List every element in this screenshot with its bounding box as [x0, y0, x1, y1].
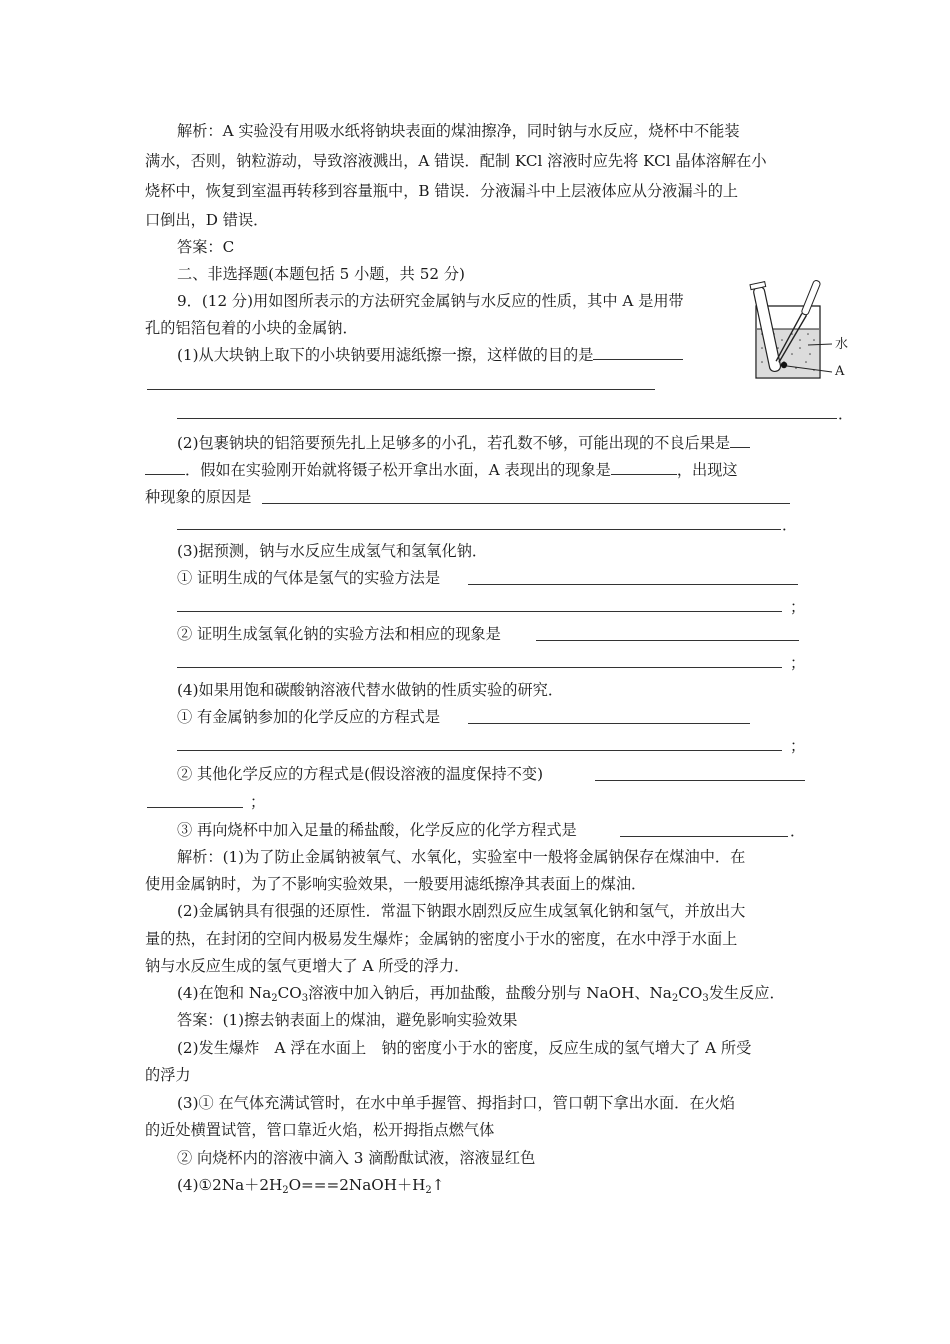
q9-part4-item3-answer-line[interactable]: [620, 836, 788, 837]
q9-part1: (1)从大块钠上取下的小块钠要用滤纸擦一擦，这样做的目的是: [177, 345, 683, 365]
q9-stem-line-2: 孔的铝箔包着的小块的金属钠．: [145, 319, 358, 337]
q9-stem-line-1: 9．(12 分)用如图所表示的方法研究金属钠与水反应的性质，其中 A 是用带: [177, 292, 684, 310]
analysis-9-line-1: 解析：(1)为了防止金属钠被氧气、水氧化，实验室中一般将金属钠保存在煤油中．在: [177, 848, 746, 866]
semicolon-mark: ；: [790, 598, 806, 616]
q9-part4-stem: (4)如果用饱和碳酸钠溶液代替水做钠的性质实验的研究．: [177, 681, 564, 699]
analysis-8-line-4: 口倒出，D 错误．: [145, 211, 269, 229]
q9-part3-item2-answer-line[interactable]: [536, 640, 799, 641]
analysis-8-line-2: 满水，否则，钠粒游动，导致溶液溅出，A 错误．配制 KCl 溶液时应先将 KCl 晶体溶解在小: [145, 152, 767, 170]
figure-label-water: 水: [835, 337, 849, 352]
figure-label-a: A: [835, 364, 845, 379]
q9-part4-item2-answer-line-2[interactable]: [147, 807, 243, 808]
answer-9-line-3: 的浮力: [145, 1066, 191, 1084]
q9-part4-item1-answer-line[interactable]: [468, 723, 750, 724]
answer-9-line-7: $(4)①2Na+2H_2O===2NaOH+H_2↑$: [177, 1176, 445, 1196]
answer-9-line-1: 答案：(1)擦去钠表面上的煤油，避免影响实验效果: [177, 1011, 518, 1029]
q9-part2-answer-line[interactable]: [262, 503, 790, 504]
q9-part2-line-3: 种现象的原因是: [145, 488, 252, 506]
q9-part4-item2: ② 其他化学反应的方程式是(假设溶液的温度保持不变): [177, 765, 543, 783]
q9-part3-item1-answer-line[interactable]: [468, 584, 798, 585]
section-heading: 二、非选择题(本题包括 5 小题，共 52 分): [177, 265, 465, 283]
q9-part1-blank[interactable]: [593, 345, 683, 360]
q9-part4-item1-answer-line-2[interactable]: [177, 750, 782, 751]
q9-part2-line-2: ．假如在实验刚开始就将镊子松开拿出水面，A 表现出的现象是 ，出现这: [145, 460, 738, 480]
q9-part1-answer-line[interactable]: [147, 389, 655, 390]
q9-part3-item2-answer-line-2[interactable]: [177, 667, 782, 668]
answer-9-line-4: (3)① 在气体充满试管时，在水中单手握管、拇指封口，管口朝下拿出水面．在火焰: [177, 1094, 735, 1112]
semicolon-mark: ；: [250, 793, 266, 811]
q9-part4-item2-answer-line[interactable]: [595, 780, 805, 781]
answer-8: 答案：C: [177, 238, 235, 256]
answer-9-line-2: (2)发生爆炸 A 浮在水面上 钠的密度小于水的密度，反应生成的氢气增大了 A 所受: [177, 1039, 752, 1057]
q9-part4-item3: ③ 再向烧杯中加入足量的稀盐酸，化学反应的化学方程式是: [177, 821, 577, 839]
analysis-9-line-4: 量的热，在封闭的空间内极易发生爆炸；金属钠的密度小于水的密度，在水中浮于水面上: [145, 930, 738, 948]
q9-part2-line-1: (2)包裹钠块的铝箔要预先扎上足够多的小孔，若孔数不够，可能出现的不良后果是: [177, 433, 750, 453]
analysis-9-line-3: (2)金属钠具有很强的还原性．常温下钠跟水剧烈反应生成氢氧化钠和氢气，并放出大: [177, 902, 746, 920]
analysis-9-line-6: (4)在饱和 $Na_2CO_3$溶液中加入钠后，再加盐酸，盐酸分别与 NaOH、$Na_2CO_3$发生反应．: [177, 984, 785, 1004]
analysis-9-line-2: 使用金属钠时，为了不影响实验效果，一般要用滤纸擦净其表面上的煤油．: [145, 875, 647, 893]
answer-9-line-5: 的近处横置试管，管口靠近火焰，松开拇指点燃气体: [145, 1121, 495, 1139]
answer-9-line-6: ② 向烧杯内的溶液中滴入 3 滴酚酞试液，溶液显红色: [177, 1149, 536, 1167]
period-mark: ．: [838, 405, 854, 423]
analysis-9-line-5: 钠与水反应生成的氢气更增大了 A 所受的浮力．: [145, 957, 470, 975]
q9-part4-item1: ① 有金属钠参加的化学反应的方程式是: [177, 708, 441, 726]
q9-part1-answer-line-2[interactable]: [177, 418, 837, 419]
analysis-8-line-1: 解析：A 实验没有用吸水纸将钠块表面的煤油擦净，同时钠与水反应，烧杯中不能装: [177, 122, 740, 140]
semicolon-mark: ；: [790, 737, 806, 755]
q9-part3-stem: (3)据预测，钠与水反应生成氢气和氢氧化钠．: [177, 542, 488, 560]
period-mark: ．: [782, 516, 798, 534]
q9-part3-item1: ① 证明生成的气体是氢气的实验方法是: [177, 569, 441, 587]
q9-part3-item1-answer-line-2[interactable]: [177, 611, 782, 612]
q9-part2-answer-line-2[interactable]: [177, 529, 781, 530]
analysis-8-line-3: 烧杯中，恢复到室温再转移到容量瓶中，B 错误．分液漏斗中上层液体应从分液漏斗的上: [145, 182, 739, 200]
q9-part3-item2: ② 证明生成氢氧化钠的实验方法和相应的现象是: [177, 625, 501, 643]
semicolon-mark: ；: [790, 654, 806, 672]
period-mark: ．: [790, 822, 806, 840]
